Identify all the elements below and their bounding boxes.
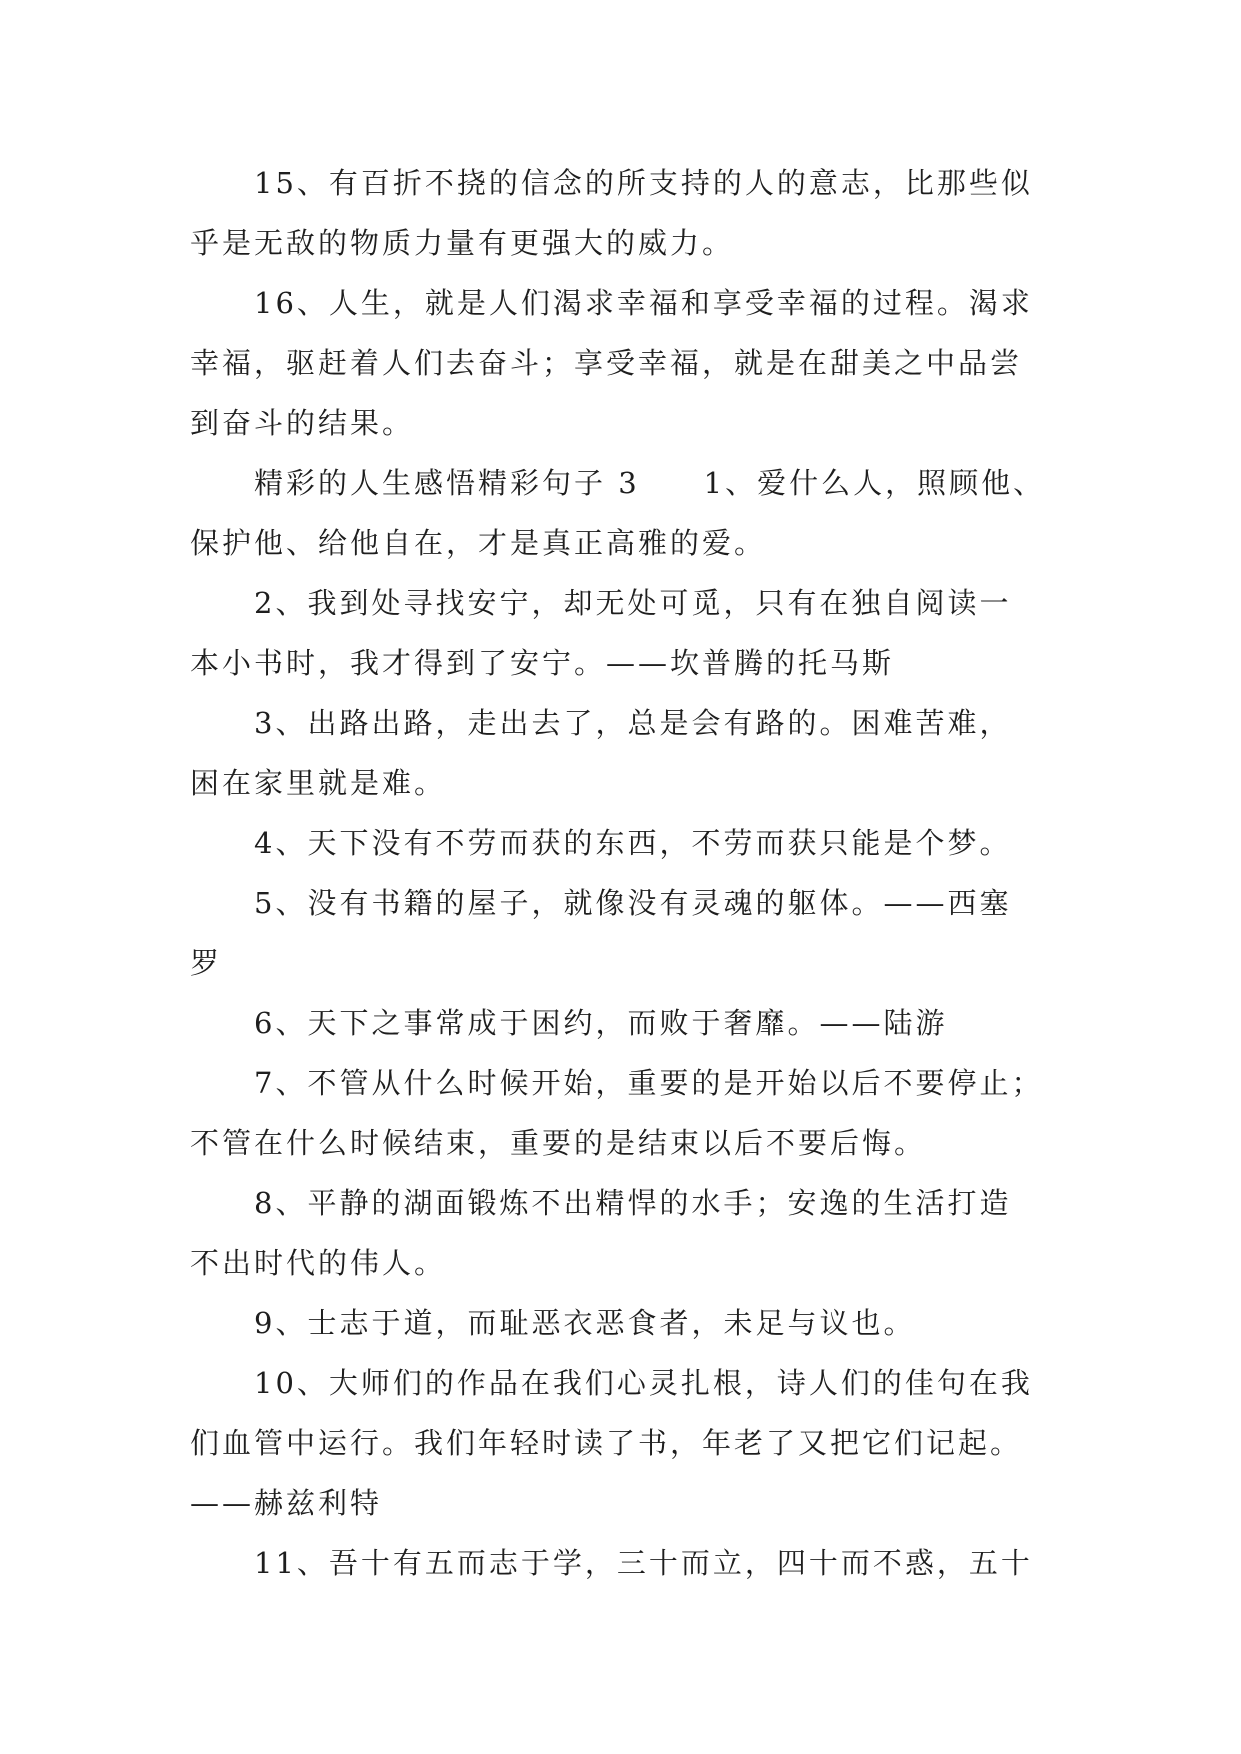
text-line: 不管在什么时候结束，重要的是结束以后不要后悔。 (190, 1126, 927, 1160)
text-line: 6、天下之事常成于困约，而败于奢靡。——陆游 (254, 1006, 948, 1040)
text-line: 5、没有书籍的屋子，就像没有灵魂的躯体。——西塞 (254, 886, 1012, 920)
text-line: 们血管中运行。我们年轻时读了书，年老了又把它们记起。 (190, 1426, 1023, 1460)
text-line: 不出时代的伟人。 (190, 1246, 447, 1280)
text-line: 8、平静的湖面锻炼不出精悍的水手；安逸的生活打造 (254, 1186, 1012, 1220)
text-line: 精彩的人生感悟精彩句子 3 1、爱什么人，照顾他、 (254, 466, 1046, 500)
text-line: 罗 (190, 946, 223, 980)
text-line: 幸福，驱赶着人们去奋斗；享受幸福，就是在甜美之中品尝 (190, 346, 1023, 380)
text-line: 3、出路出路，走出去了，总是会有路的。困难苦难， (254, 706, 1012, 740)
text-line: 15、有百折不挠的信念的所支持的人的意志，比那些似 (254, 166, 1033, 200)
text-line: 10、大师们的作品在我们心灵扎根，诗人们的佳句在我 (254, 1366, 1033, 1400)
text-line: 乎是无敌的物质力量有更强大的威力。 (190, 226, 735, 260)
text-line: 困在家里就是难。 (190, 766, 447, 800)
text-line: 9、士志于道，而耻恶衣恶食者，未足与议也。 (254, 1306, 916, 1340)
text-line: 16、人生，就是人们渴求幸福和享受幸福的过程。渴求 (254, 286, 1033, 320)
text-line: 7、不管从什么时候开始，重要的是开始以后不要停止； (254, 1066, 1044, 1100)
text-line: 保护他、给他自在，才是真正高雅的爱。 (190, 526, 767, 560)
document-body (190, 161, 1060, 1601)
text-line: 2、我到处寻找安宁，却无处可觅，只有在独自阅读一 (254, 586, 1012, 620)
text-line: ——赫兹利特 (190, 1486, 383, 1520)
text-line: 到奋斗的结果。 (190, 406, 415, 440)
text-line: 11、吾十有五而志于学，三十而立，四十而不惑，五十 (254, 1546, 1033, 1580)
text-line: 本小书时，我才得到了安宁。——坎普腾的托马斯 (190, 646, 895, 680)
text-line: 4、天下没有不劳而获的东西，不劳而获只能是个梦。 (254, 826, 1012, 860)
